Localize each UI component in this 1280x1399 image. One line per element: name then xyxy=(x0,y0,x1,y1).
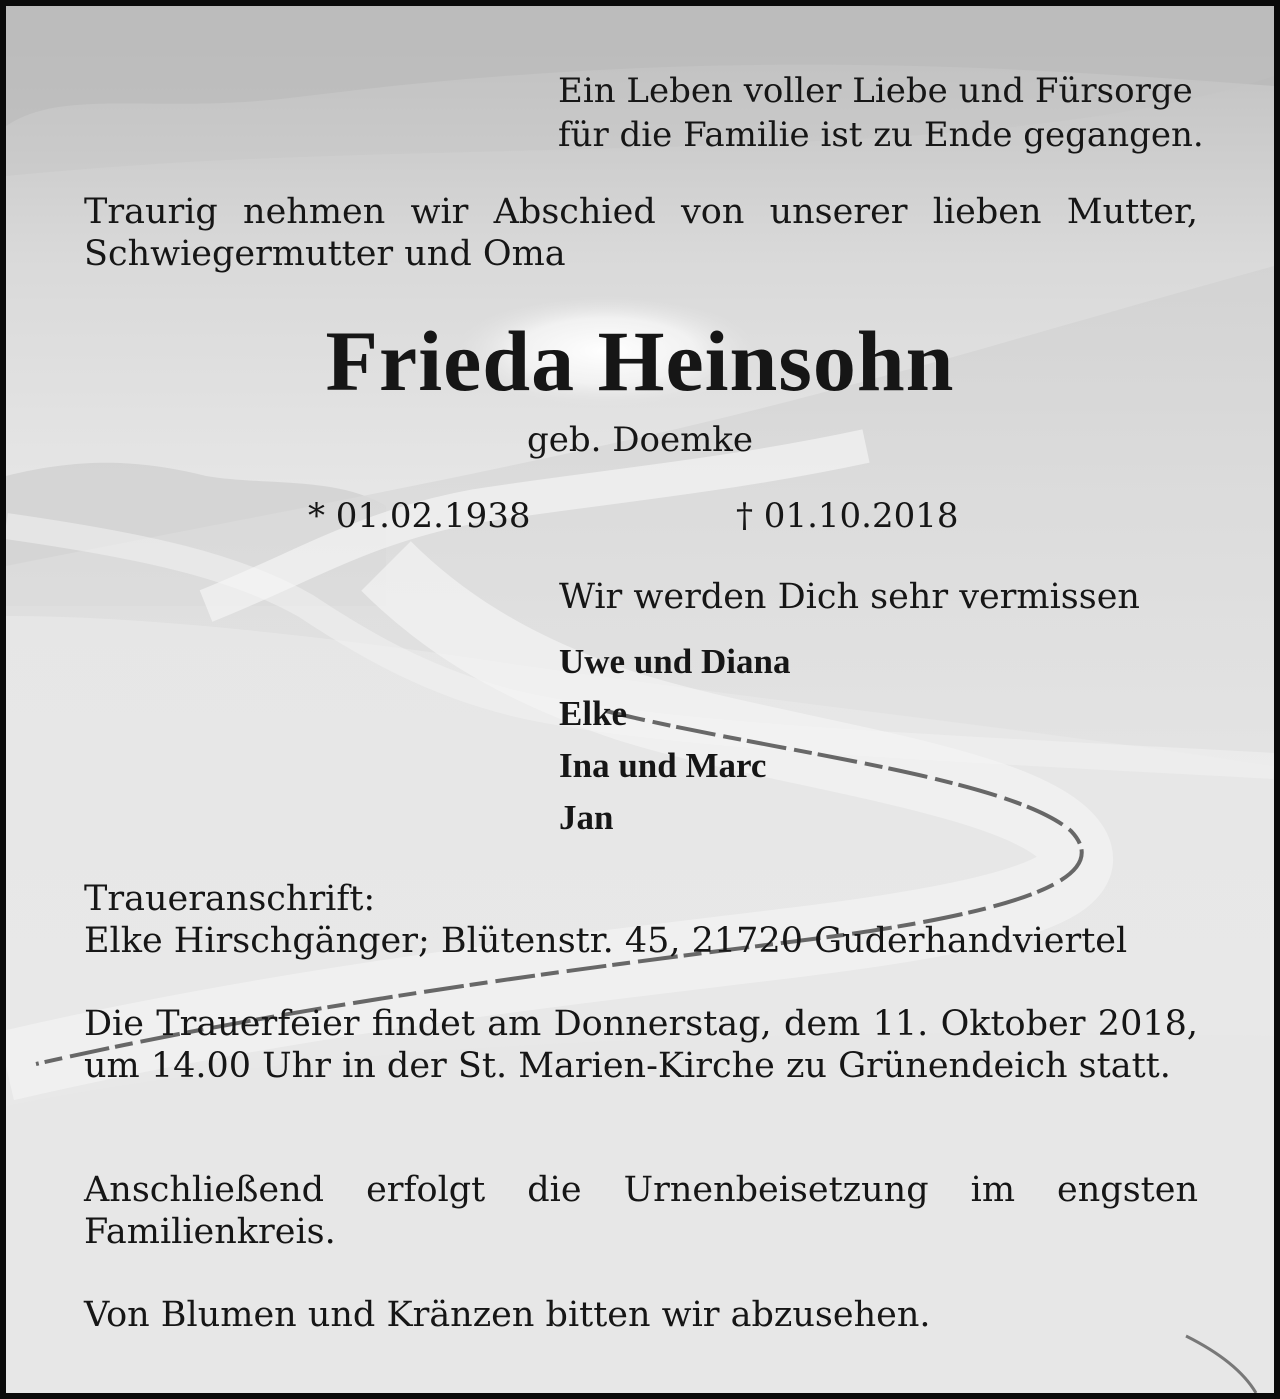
mourner-name: Jan xyxy=(559,798,614,837)
intro-line-1: Ein Leben voller Liebe und Fürsorge xyxy=(558,71,1193,111)
birth-date: * 01.02.1938 xyxy=(308,496,531,536)
flowers-note: Von Blumen und Kränzen bitten wir abzusehen. xyxy=(84,1295,931,1335)
address-label: Traueranschrift: xyxy=(84,879,376,919)
mourners-list xyxy=(559,636,790,844)
urn-burial-info: Anschließend erfolgt die Urnenbeisetzung im engsten Familienkreis. xyxy=(84,1170,1198,1252)
address-value: Elke Hirschgänger; Blütenstr. 45, 21720 Guderhandviertel xyxy=(84,921,1128,961)
death-date: † 01.10.2018 xyxy=(736,496,959,536)
mourning-address xyxy=(84,878,1127,962)
farewell-statement xyxy=(84,191,1198,275)
closing-line: Wir werden Dich sehr vermissen xyxy=(559,577,1140,617)
intro-line-2: für die Familie ist zu Ende gegangen. xyxy=(558,115,1204,155)
maiden-name: geb. Doemke xyxy=(526,420,754,460)
mourner-name: Elke xyxy=(559,694,628,733)
mourner-name: Ina und Marc xyxy=(559,746,767,785)
deceased-name: Frieda Heinsohn xyxy=(325,313,955,409)
funeral-service-info: Die Trauerfeier findet am Donnerstag, dem 11. Oktober 2018, um 14.00 Uhr in der St. Marien-Kirche zu Grünendeich statt. xyxy=(84,1004,1198,1086)
intro-verse xyxy=(558,69,1204,157)
farewell-line-1: Traurig nehmen wir Abschied von unserer lieben Mutter, xyxy=(84,192,1198,232)
mourner-name: Uwe und Diana xyxy=(559,642,791,681)
farewell-line-2: Schwiegermutter und Oma xyxy=(84,234,566,274)
